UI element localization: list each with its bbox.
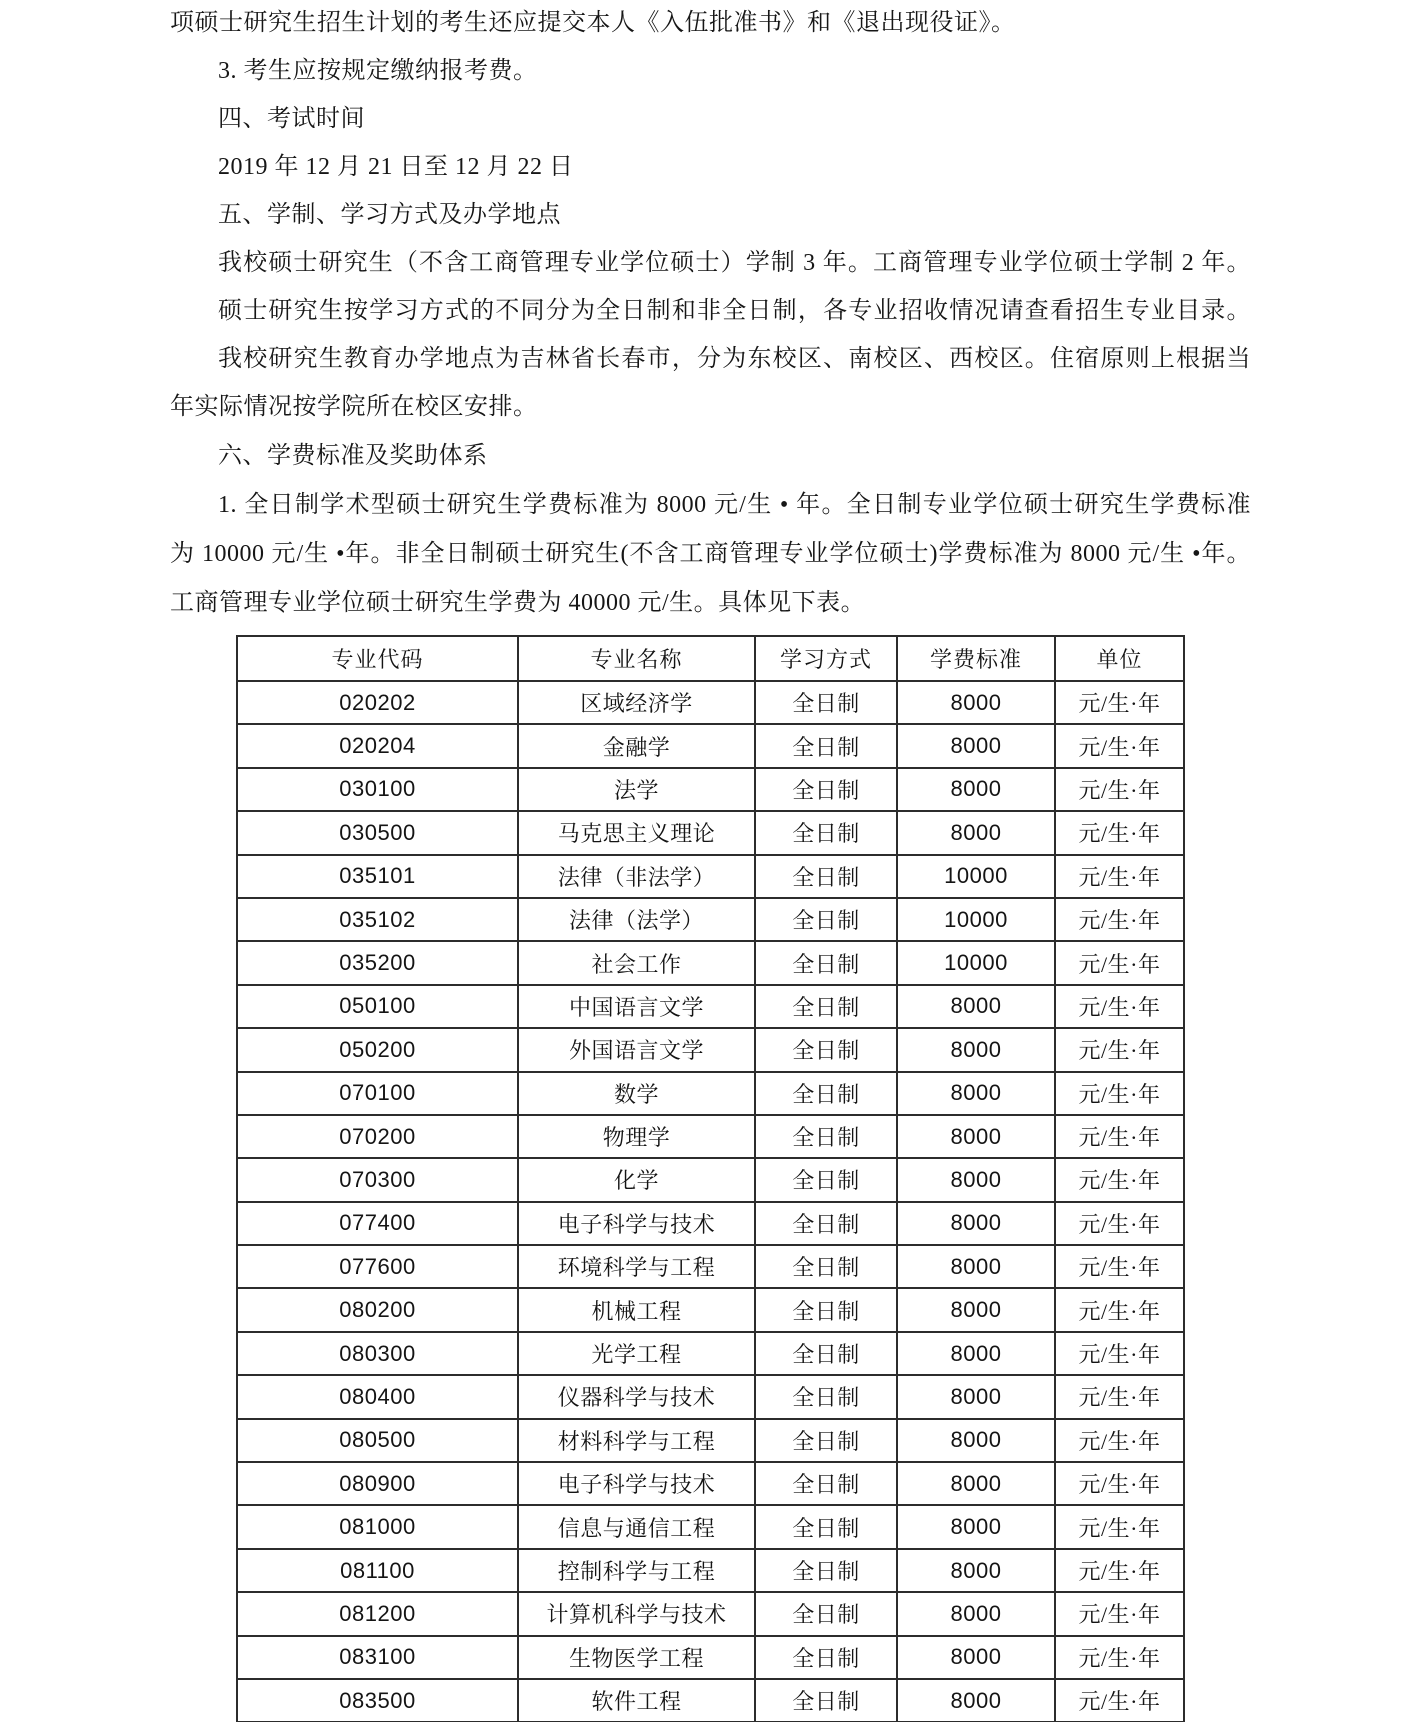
- cell-major-code: 077600: [237, 1245, 518, 1288]
- cell-fee: 8000: [897, 1549, 1055, 1592]
- cell-unit: 元/生·年: [1055, 1072, 1184, 1115]
- cell-major-name: 中国语言文学: [518, 985, 755, 1028]
- cell-major-name: 光学工程: [518, 1332, 755, 1375]
- cell-fee: 8000: [897, 1158, 1055, 1201]
- table-row: [237, 1072, 1184, 1115]
- cell-major-name: 法律（法学）: [518, 898, 755, 941]
- tuition-fee-table: [236, 635, 1185, 1722]
- table-row: [237, 1332, 1184, 1375]
- table-row: [237, 1592, 1184, 1635]
- cell-major-code: 080400: [237, 1375, 518, 1418]
- cell-unit: 元/生·年: [1055, 855, 1184, 898]
- cell-major-code: 080300: [237, 1332, 518, 1375]
- cell-study-mode: 全日制: [755, 941, 897, 984]
- paragraph-line: 为 10000 元/生 •年。非全日制硕士研究生(不含工商管理专业学位硕士)学费标准为 8000 元/生 •年。: [170, 541, 1251, 567]
- cell-study-mode: 全日制: [755, 1332, 897, 1375]
- cell-major-name: 软件工程: [518, 1679, 755, 1722]
- cell-study-mode: 全日制: [755, 1419, 897, 1462]
- cell-major-code: 050200: [237, 1028, 518, 1071]
- cell-major-name: 机械工程: [518, 1288, 755, 1331]
- section-heading-study-mode: 五、学制、学习方式及办学地点: [218, 202, 561, 228]
- paragraph-line: 年实际情况按学院所在校区安排。: [170, 394, 538, 420]
- cell-unit: 元/生·年: [1055, 1202, 1184, 1245]
- cell-major-code: 070300: [237, 1158, 518, 1201]
- cell-major-name: 电子科学与技术: [518, 1462, 755, 1505]
- table-row: [237, 811, 1184, 854]
- cell-unit: 元/生·年: [1055, 1505, 1184, 1548]
- paragraph-line: 项硕士研究生招生计划的考生还应提交本人《入伍批准书》和《退出现役证》。: [170, 10, 1016, 36]
- table-header-row: [237, 636, 1184, 681]
- cell-major-code: 030100: [237, 768, 518, 811]
- table-row: [237, 724, 1184, 767]
- cell-fee: 8000: [897, 1679, 1055, 1722]
- cell-major-code: 020202: [237, 681, 518, 724]
- table-row: [237, 1636, 1184, 1679]
- table-row: [237, 681, 1184, 724]
- cell-study-mode: 全日制: [755, 855, 897, 898]
- cell-fee: 10000: [897, 898, 1055, 941]
- cell-study-mode: 全日制: [755, 1636, 897, 1679]
- table-row: [237, 1115, 1184, 1158]
- cell-unit: 元/生·年: [1055, 1332, 1184, 1375]
- cell-study-mode: 全日制: [755, 1288, 897, 1331]
- column-header-major-code: 专业代码: [237, 636, 518, 681]
- cell-study-mode: 全日制: [755, 1505, 897, 1548]
- cell-fee: 8000: [897, 811, 1055, 854]
- cell-fee: 8000: [897, 1288, 1055, 1331]
- cell-study-mode: 全日制: [755, 1245, 897, 1288]
- cell-fee: 8000: [897, 1505, 1055, 1548]
- cell-study-mode: 全日制: [755, 768, 897, 811]
- cell-major-code: 083500: [237, 1679, 518, 1722]
- cell-fee: 8000: [897, 724, 1055, 767]
- table-row: [237, 1419, 1184, 1462]
- cell-major-code: 020204: [237, 724, 518, 767]
- column-header-major-name: 专业名称: [518, 636, 755, 681]
- cell-unit: 元/生·年: [1055, 1288, 1184, 1331]
- cell-major-name: 法学: [518, 768, 755, 811]
- table-row: [237, 1288, 1184, 1331]
- cell-study-mode: 全日制: [755, 1549, 897, 1592]
- cell-major-code: 081000: [237, 1505, 518, 1548]
- table-row: [237, 1245, 1184, 1288]
- cell-major-name: 化学: [518, 1158, 755, 1201]
- cell-major-name: 数学: [518, 1072, 755, 1115]
- cell-fee: 8000: [897, 1072, 1055, 1115]
- cell-fee: 8000: [897, 768, 1055, 811]
- cell-major-code: 077400: [237, 1202, 518, 1245]
- cell-major-code: 070100: [237, 1072, 518, 1115]
- cell-major-code: 080500: [237, 1419, 518, 1462]
- cell-unit: 元/生·年: [1055, 1028, 1184, 1071]
- cell-major-name: 物理学: [518, 1115, 755, 1158]
- section-heading-exam-time: 四、考试时间: [218, 106, 365, 132]
- cell-major-name: 社会工作: [518, 941, 755, 984]
- column-header-study-mode: 学习方式: [755, 636, 897, 681]
- cell-study-mode: 全日制: [755, 1592, 897, 1635]
- paragraph-line: 3. 考生应按规定缴纳报考费。: [218, 58, 538, 84]
- table-row: [237, 941, 1184, 984]
- cell-major-name: 生物医学工程: [518, 1636, 755, 1679]
- cell-study-mode: 全日制: [755, 985, 897, 1028]
- cell-major-name: 马克思主义理论: [518, 811, 755, 854]
- cell-unit: 元/生·年: [1055, 1115, 1184, 1158]
- table-row: [237, 1202, 1184, 1245]
- fee-table-body: [237, 681, 1184, 1722]
- cell-major-name: 法律（非法学）: [518, 855, 755, 898]
- cell-fee: 8000: [897, 1592, 1055, 1635]
- table-row: [237, 768, 1184, 811]
- column-header-unit: 单位: [1055, 636, 1184, 681]
- cell-study-mode: 全日制: [755, 681, 897, 724]
- table-row: [237, 1158, 1184, 1201]
- cell-unit: 元/生·年: [1055, 1375, 1184, 1418]
- table-row: [237, 1679, 1184, 1722]
- cell-study-mode: 全日制: [755, 1028, 897, 1071]
- cell-major-code: 081200: [237, 1592, 518, 1635]
- cell-fee: 8000: [897, 1332, 1055, 1375]
- paragraph-line: 我校硕士研究生（不含工商管理专业学位硕士）学制 3 年。工商管理专业学位硕士学制 2 年。: [218, 250, 1251, 276]
- cell-major-code: 080900: [237, 1462, 518, 1505]
- cell-unit: 元/生·年: [1055, 1592, 1184, 1635]
- cell-fee: 8000: [897, 1636, 1055, 1679]
- paragraph-line: 工商管理专业学位硕士研究生学费为 40000 元/生。具体见下表。: [170, 590, 866, 616]
- section-heading-tuition: 六、学费标准及奖助体系: [218, 443, 488, 469]
- cell-unit: 元/生·年: [1055, 1245, 1184, 1288]
- cell-unit: 元/生·年: [1055, 1549, 1184, 1592]
- cell-fee: 8000: [897, 1202, 1055, 1245]
- cell-study-mode: 全日制: [755, 811, 897, 854]
- cell-unit: 元/生·年: [1055, 768, 1184, 811]
- table-row: [237, 1505, 1184, 1548]
- table-row: [237, 898, 1184, 941]
- cell-unit: 元/生·年: [1055, 1462, 1184, 1505]
- cell-major-code: 080200: [237, 1288, 518, 1331]
- cell-unit: 元/生·年: [1055, 985, 1184, 1028]
- cell-major-name: 仪器科学与技术: [518, 1375, 755, 1418]
- cell-fee: 8000: [897, 1462, 1055, 1505]
- cell-study-mode: 全日制: [755, 1462, 897, 1505]
- cell-unit: 元/生·年: [1055, 681, 1184, 724]
- cell-unit: 元/生·年: [1055, 898, 1184, 941]
- cell-unit: 元/生·年: [1055, 811, 1184, 854]
- table-row: [237, 1375, 1184, 1418]
- cell-major-name: 信息与通信工程: [518, 1505, 755, 1548]
- cell-major-code: 070200: [237, 1115, 518, 1158]
- cell-unit: 元/生·年: [1055, 1158, 1184, 1201]
- cell-fee: 8000: [897, 1375, 1055, 1418]
- cell-major-code: 035200: [237, 941, 518, 984]
- cell-major-name: 电子科学与技术: [518, 1202, 755, 1245]
- cell-study-mode: 全日制: [755, 1158, 897, 1201]
- cell-unit: 元/生·年: [1055, 941, 1184, 984]
- cell-major-code: 030500: [237, 811, 518, 854]
- cell-fee: 8000: [897, 1419, 1055, 1462]
- table-row: [237, 1549, 1184, 1592]
- cell-major-name: 环境科学与工程: [518, 1245, 755, 1288]
- cell-fee: 8000: [897, 985, 1055, 1028]
- cell-fee: 10000: [897, 855, 1055, 898]
- table-row: [237, 1462, 1184, 1505]
- column-header-fee-standard: 学费标准: [897, 636, 1055, 681]
- cell-study-mode: 全日制: [755, 1679, 897, 1722]
- cell-major-code: 035101: [237, 855, 518, 898]
- cell-fee: 10000: [897, 941, 1055, 984]
- cell-study-mode: 全日制: [755, 898, 897, 941]
- cell-major-name: 计算机科学与技术: [518, 1592, 755, 1635]
- paragraph-line: 1. 全日制学术型硕士研究生学费标准为 8000 元/生 • 年。全日制专业学位硕士研究生学费标准: [218, 492, 1251, 518]
- paragraph-line: 我校研究生教育办学地点为吉林省长春市，分为东校区、南校区、西校区。住宿原则上根据当: [218, 346, 1251, 372]
- cell-study-mode: 全日制: [755, 724, 897, 767]
- cell-fee: 8000: [897, 1115, 1055, 1158]
- table-row: [237, 985, 1184, 1028]
- cell-fee: 8000: [897, 1028, 1055, 1071]
- cell-major-code: 035102: [237, 898, 518, 941]
- cell-major-code: 083100: [237, 1636, 518, 1679]
- cell-major-code: 050100: [237, 985, 518, 1028]
- cell-major-name: 金融学: [518, 724, 755, 767]
- cell-unit: 元/生·年: [1055, 1636, 1184, 1679]
- cell-unit: 元/生·年: [1055, 724, 1184, 767]
- cell-major-name: 区域经济学: [518, 681, 755, 724]
- paragraph-line: 硕士研究生按学习方式的不同分为全日制和非全日制，各专业招收情况请查看招生专业目录。: [218, 298, 1251, 324]
- cell-study-mode: 全日制: [755, 1115, 897, 1158]
- table-row: [237, 855, 1184, 898]
- cell-fee: 8000: [897, 681, 1055, 724]
- cell-major-name: 外国语言文学: [518, 1028, 755, 1071]
- cell-study-mode: 全日制: [755, 1072, 897, 1115]
- cell-major-name: 材料科学与工程: [518, 1419, 755, 1462]
- cell-fee: 8000: [897, 1245, 1055, 1288]
- table-row: [237, 1028, 1184, 1071]
- cell-major-code: 081100: [237, 1549, 518, 1592]
- cell-major-name: 控制科学与工程: [518, 1549, 755, 1592]
- cell-unit: 元/生·年: [1055, 1419, 1184, 1462]
- cell-study-mode: 全日制: [755, 1202, 897, 1245]
- cell-unit: 元/生·年: [1055, 1679, 1184, 1722]
- exam-date-line: 2019 年 12 月 21 日至 12 月 22 日: [218, 154, 574, 180]
- cell-study-mode: 全日制: [755, 1375, 897, 1418]
